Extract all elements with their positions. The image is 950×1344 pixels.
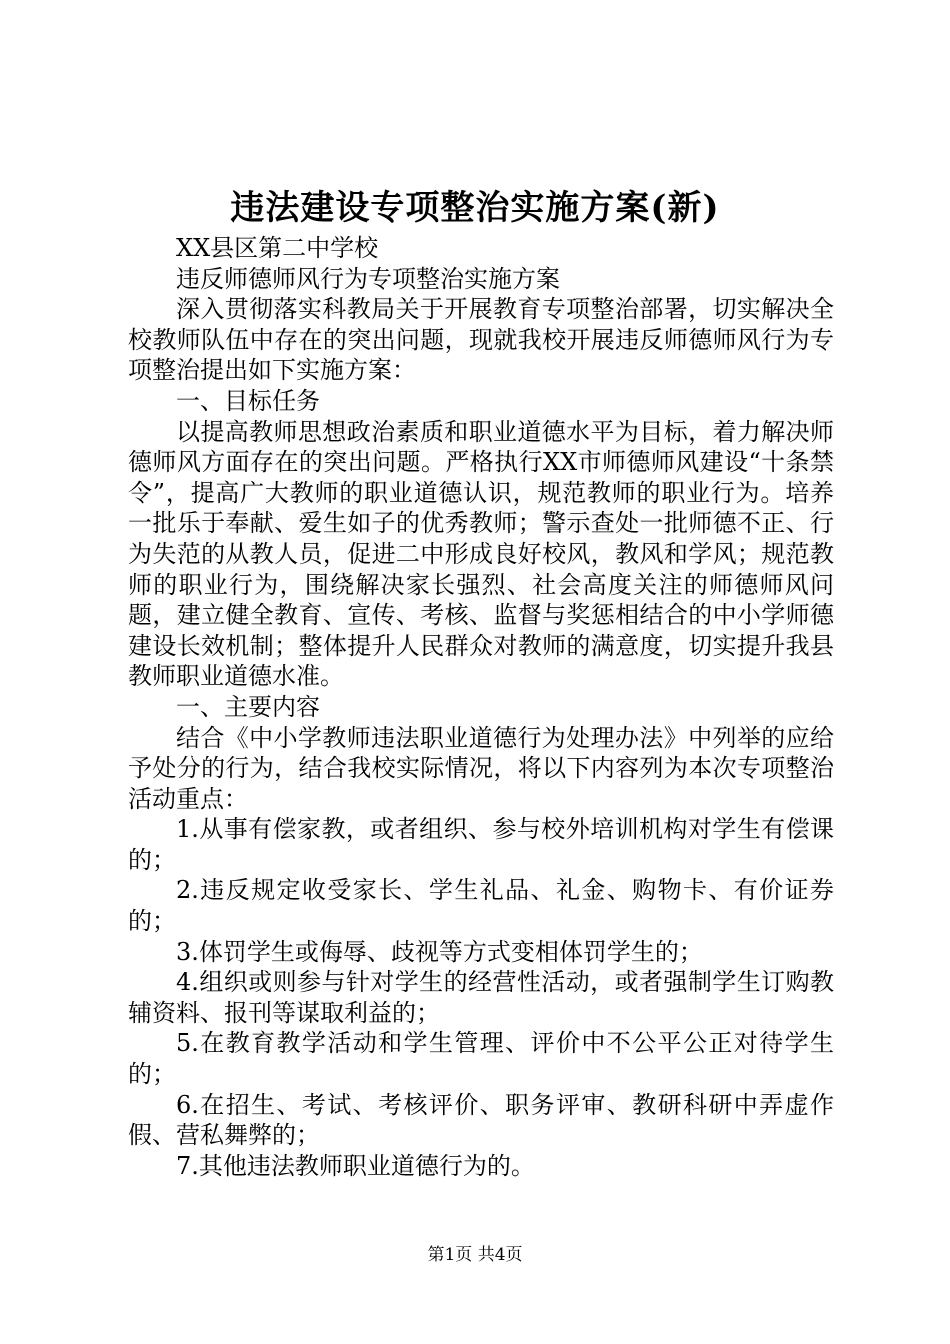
list-item: 3.体罚学生或侮辱、歧视等方式变相体罚学生的； <box>176 937 703 966</box>
list-item: 1.从事有偿家教，或者组织、参与校外培训机构对学生有偿课的； <box>128 815 834 874</box>
content-intro-paragraph: 结合《中小学教师违法职业道德行为处理办法》中列举的应给予处分的行为，结合我校实际情况，将以下内容列为本次专项整治活动重点： <box>128 723 834 813</box>
intro-paragraph: 深入贯彻落实科教局关于开展教育专项整治部署，切实解决全校教师队伍中存在的突出问题，现就我校开展违反师德师风行为专项整治提出如下实施方案： <box>128 295 834 385</box>
goals-paragraph: 以提高教师思想政治素质和职业道德水平为目标，着力解决师德师风方面存在的突出问题。严格执行XX市师德师风建设“十条禁令”，提高广大教师的职业道德认识，规范教师的职业行为。培养一批乐于奉献、爱生如子的优秀教师；警示查处一批师德不正、行为失范的从教人员，促进二中形成良好校风，教风和学风；规范教师的职业行为，围绕解决家长强烈、社会高度关注的师德师风问题，建立健全教育、宣传、考核、监督与奖惩相结合的中小学师德建设长效机制；整体提升人民群众对教师的满意度，切实提升我县教师职业道德水准。 <box>128 417 834 691</box>
list-item: 6.在招生、考试、考核评价、职务评审、教研科研中弄虚作假、营私舞弊的； <box>128 1090 834 1150</box>
plan-subtitle: 违反师德师风行为专项整治实施方案 <box>176 264 560 293</box>
document-body <box>128 233 834 1181</box>
document-title: 违法建设专项整治实施方案(新) <box>230 188 720 228</box>
list-item: 2.违反规定收受家长、学生礼品、礼金、购物卡、有价证券的； <box>128 876 834 936</box>
section-heading-content: 一、主要内容 <box>176 692 320 721</box>
list-item: 5.在教育教学活动和学生管理、评价中不公平公正对待学生的； <box>128 1029 834 1089</box>
list-item: 7.其他违法教师职业道德行为的。 <box>176 1151 535 1180</box>
section-heading-goals: 一、目标任务 <box>176 386 320 415</box>
page-number-footer: 第1页 共4页 <box>427 1245 523 1265</box>
list-item: 4.组织或则参与针对学生的经营性活动，或者强制学生订购教辅资料、报刊等谋取利益的； <box>128 968 834 1027</box>
school-name: XX县区第二中学校 <box>176 234 379 262</box>
